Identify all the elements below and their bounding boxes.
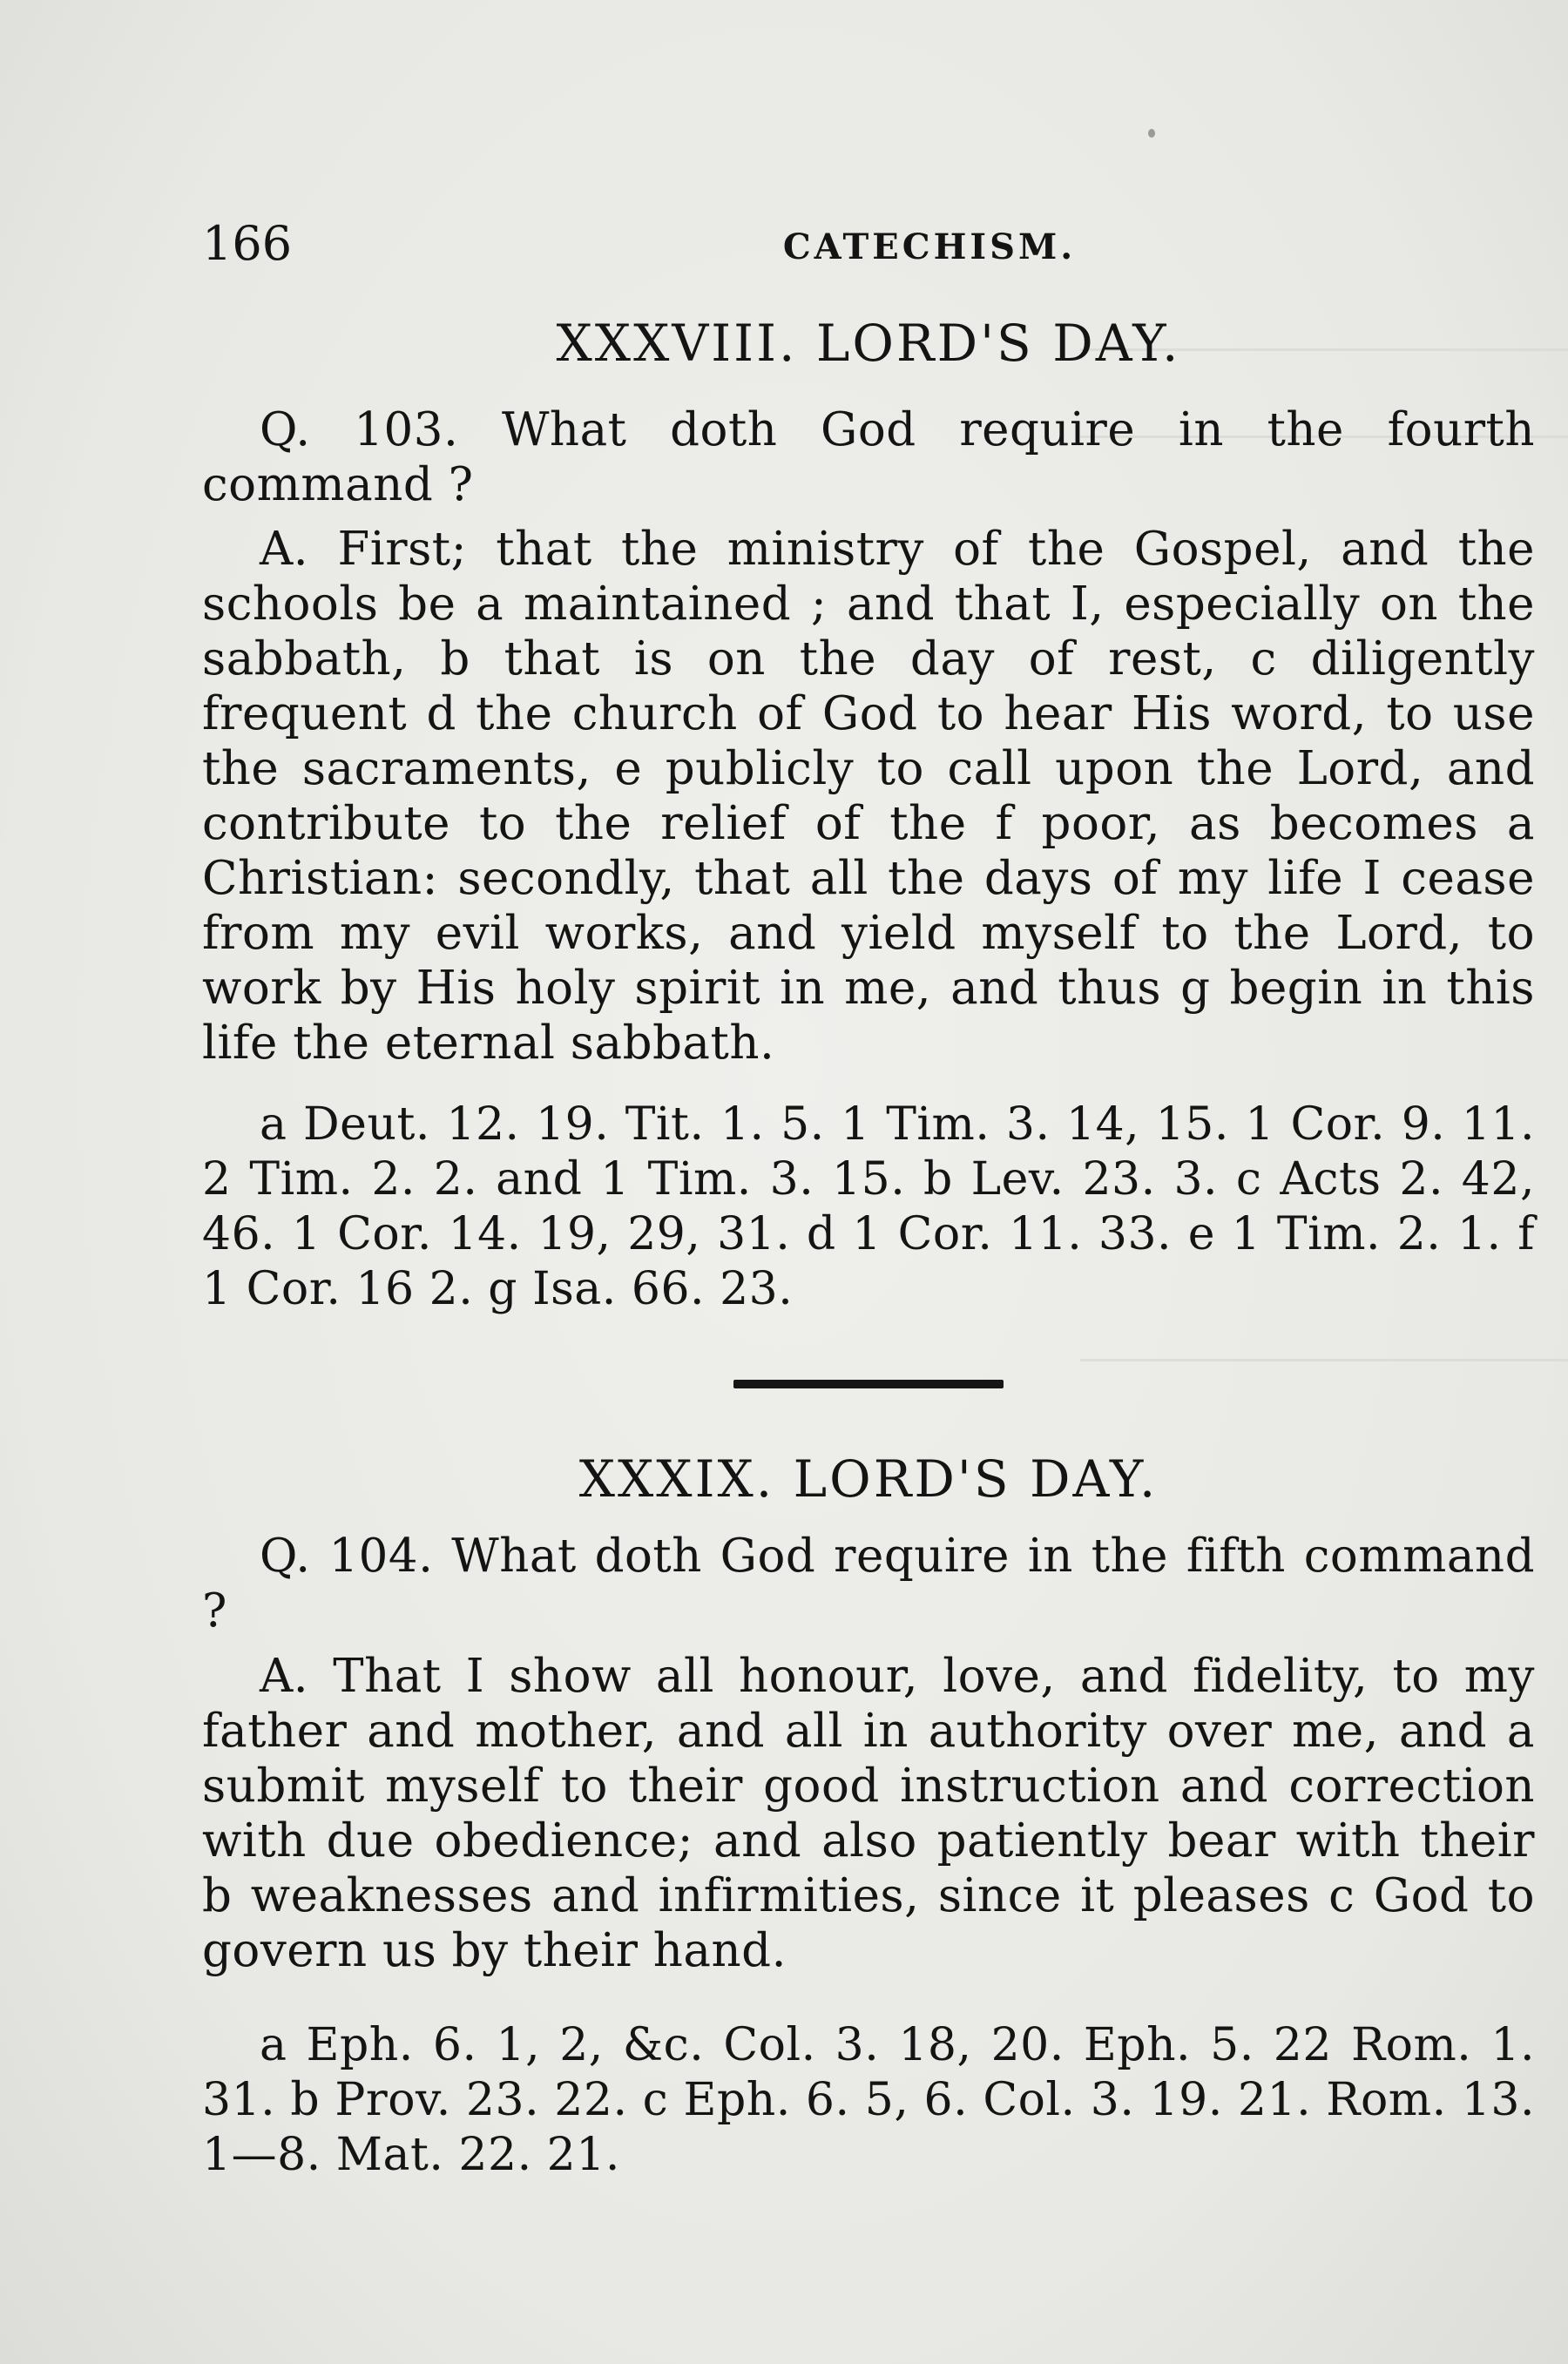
scripture-references: a Deut. 12. 19. Tit. 1. 5. 1 Tim. 3. 14, 15. 1 Cor. 9. 11. 2 Tim. 2. 2. and 1 Tim. 3. 15. b Lev. 23. 3. c Acts 2. 42, 46. 1 Cor. 14. 19, 29, 31. d 1 Cor. 11. 33. e 1 Tim. 2. 1. f 1 Cor. 16 2. g Isa. 66. 23. <box>202 1098 1535 1315</box>
answer-text: A. First; that the ministry of the Gospel, and the schools be a maintained ; and that I, especially on the sabbath, b that is on the day of rest, c diligently frequent d the church of God to hear His word, to use the sacraments, e publicly to call upon the Lord, and contribute to the relief of the f poor, as becomes a Christian: secondly, that all the days of my life I cease from my evil works, and yield myself to the Lord, to work by His holy spirit in me, and thus g begin in this life the eternal sabbath. <box>202 523 1535 1070</box>
section-divider <box>733 1380 1004 1388</box>
section-heading: XXXIX. LORD'S DAY. <box>578 1449 1159 1509</box>
paper-speck <box>1148 129 1155 138</box>
scripture-references: a Eph. 6. 1, 2, &c. Col. 3. 18, 20. Eph. 5. 22 Rom. 1. 31. b Prov. 23. 22. c Eph. 6. 5, 6. Col. 3. 19. 21. Rom. 13. 1—8. Mat. 22. 21. <box>202 2019 1535 2181</box>
question-text: Q. 103. What doth God require in the fourth command ? <box>202 403 1535 511</box>
running-title: CATECHISM. <box>782 226 1077 267</box>
page-number: 166 <box>202 216 293 271</box>
bleed-through-line <box>1080 1359 1568 1361</box>
section-heading: XXXVIII. LORD'S DAY. <box>556 314 1181 373</box>
question-text: Q. 104. What doth God require in the fifth command ? <box>202 1530 1535 1638</box>
answer-text: A. That I show all honour, love, and fidelity, to my father and mother, and all in authority over me, and a submit myself to their good instruction and correction with due obedience; and also patiently bear with their b weaknesses and infirmities, since it pleases c God to govern us by their hand. <box>202 1650 1535 1977</box>
running-header <box>202 216 1535 277</box>
